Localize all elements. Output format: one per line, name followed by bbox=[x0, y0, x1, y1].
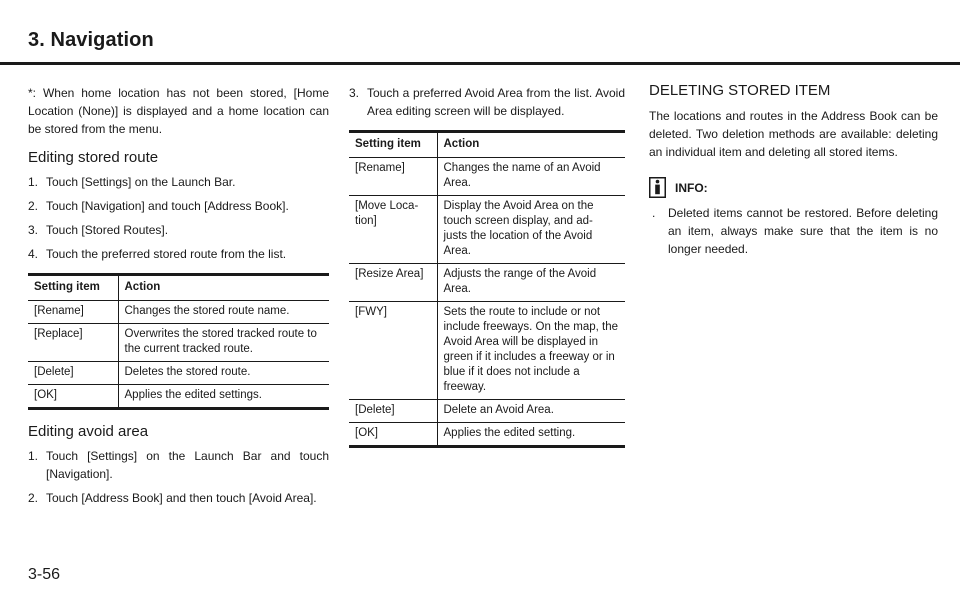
info-heading bbox=[649, 177, 938, 198]
setting-item-cell: [Resize Area] bbox=[349, 264, 437, 302]
setting-item-cell: [Replace] bbox=[28, 324, 118, 362]
step-item bbox=[349, 84, 625, 120]
action-cell: Overwrites the stored tracked route to the current tracked route. bbox=[118, 324, 329, 362]
setting-item-cell: [Move Loca- tion] bbox=[349, 196, 437, 264]
header-rule bbox=[0, 62, 960, 65]
step-number: 4. bbox=[28, 247, 39, 261]
table-row bbox=[28, 362, 329, 385]
action-cell: Applies the edited setting. bbox=[437, 423, 625, 447]
setting-item-cell: [OK] bbox=[28, 385, 118, 409]
step-item bbox=[28, 245, 329, 263]
table-row bbox=[28, 385, 329, 409]
step-number: 1. bbox=[28, 175, 39, 189]
step-number: 3. bbox=[349, 86, 360, 100]
info-label: INFO: bbox=[675, 180, 708, 195]
step-text: Touch [Settings] on the Launch Bar. bbox=[46, 175, 236, 189]
column-header-setting-item: Setting item bbox=[28, 275, 118, 301]
setting-item-cell: [FWY] bbox=[349, 302, 437, 400]
table-row bbox=[349, 400, 625, 423]
action-cell: Display the Avoid Area on the touch screen display, and ad- justs the location of the Avoid Area. bbox=[437, 196, 625, 264]
step-text: Touch a preferred Avoid Area from the list. Avoid Area editing screen will be displayed. bbox=[367, 86, 625, 118]
step-text: Touch [Address Book] and then touch [Avoid Area]. bbox=[46, 491, 317, 505]
table-header-row bbox=[349, 132, 625, 158]
step-number: 2. bbox=[28, 491, 39, 505]
left-column bbox=[28, 84, 329, 513]
table-row bbox=[349, 158, 625, 196]
deleting-stored-item-body: The locations and routes in the Address Book can be deleted. Two deletion methods are available: deleting an individual item and deleting all stored items. bbox=[649, 109, 938, 159]
step-number: 1. bbox=[28, 449, 39, 463]
step-number: 2. bbox=[28, 199, 39, 213]
column-header-action: Action bbox=[118, 275, 329, 301]
section-title-editing-avoid-area: Editing avoid area bbox=[28, 423, 149, 440]
section-title-editing-stored-route: Editing stored route bbox=[28, 149, 159, 166]
step-item bbox=[28, 489, 329, 507]
table-row bbox=[28, 324, 329, 362]
table-row bbox=[28, 301, 329, 324]
step-item bbox=[28, 173, 329, 191]
table-row bbox=[349, 264, 625, 302]
action-cell: Deletes the stored route. bbox=[118, 362, 329, 385]
home-location-note: *: When home location has not been stored, [Home Location (None)] is displayed and a home location can be stored from the menu. bbox=[28, 86, 329, 136]
setting-item-cell: [Delete] bbox=[349, 400, 437, 423]
setting-item-cell: [Rename] bbox=[349, 158, 437, 196]
section-title-deleting-stored-item: DELETING STORED ITEM bbox=[649, 82, 831, 99]
table-row bbox=[349, 196, 625, 264]
column-header-action: Action bbox=[437, 132, 625, 158]
action-cell: Adjusts the range of the Avoid Area. bbox=[437, 264, 625, 302]
table-row bbox=[349, 423, 625, 447]
table-row bbox=[349, 302, 625, 400]
step-text: Touch [Navigation] and touch [Address Book]. bbox=[46, 199, 289, 213]
setting-item-cell: [Delete] bbox=[28, 362, 118, 385]
step-item bbox=[28, 221, 329, 239]
stored-route-steps bbox=[28, 173, 329, 263]
step-item bbox=[28, 197, 329, 215]
action-cell: Changes the stored route name. bbox=[118, 301, 329, 324]
action-cell: Sets the route to include or not include freeways. On the map, the Avoid Area will be displayed in green if it includes a freeway or in blue if it does not include a freeway. bbox=[437, 302, 625, 400]
setting-item-cell: [OK] bbox=[349, 423, 437, 447]
middle-column bbox=[349, 84, 625, 460]
step-text: Touch [Settings] on the Launch Bar and touch [Navigation]. bbox=[46, 449, 329, 481]
avoid-area-steps bbox=[28, 447, 329, 507]
avoid-area-steps-continued bbox=[349, 84, 625, 120]
stored-route-settings-table bbox=[28, 273, 329, 410]
step-item bbox=[28, 447, 329, 483]
column-header-setting-item: Setting item bbox=[349, 132, 437, 158]
action-cell: Applies the edited settings. bbox=[118, 385, 329, 409]
action-cell: Delete an Avoid Area. bbox=[437, 400, 625, 423]
info-icon bbox=[649, 177, 666, 198]
avoid-area-settings-table bbox=[349, 130, 625, 448]
step-number: 3. bbox=[28, 223, 39, 237]
setting-item-cell: [Rename] bbox=[28, 301, 118, 324]
bullet-marker: . bbox=[652, 206, 656, 220]
info-bullet-text: Deleted items cannot be restored. Before deleting an item, always make sure that the item is no longer needed. bbox=[668, 206, 938, 256]
page-number: 3-56 bbox=[28, 566, 61, 583]
step-text: Touch the preferred stored route from the list. bbox=[46, 247, 287, 261]
right-column bbox=[649, 84, 938, 258]
chapter-title: 3. Navigation bbox=[28, 29, 154, 51]
info-bullet bbox=[649, 204, 938, 258]
step-text: Touch [Stored Routes]. bbox=[46, 223, 169, 237]
table-header-row bbox=[28, 275, 329, 301]
action-cell: Changes the name of an Avoid Area. bbox=[437, 158, 625, 196]
